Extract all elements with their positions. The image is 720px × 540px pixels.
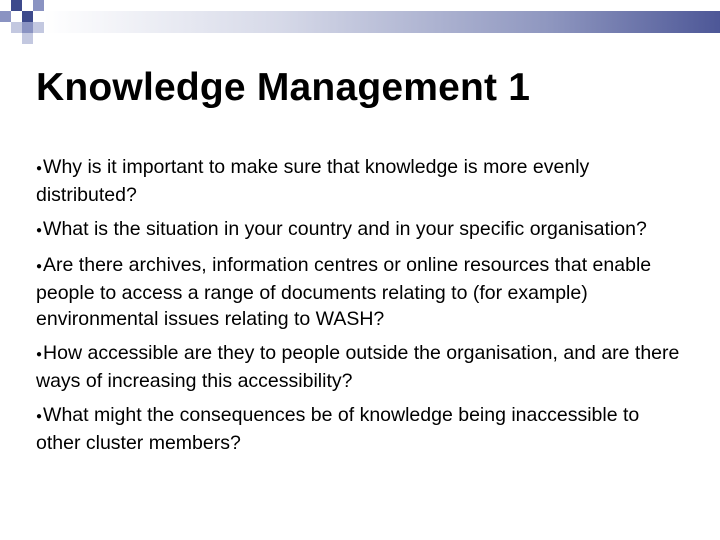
slide-title: Knowledge Management 1 [36, 66, 531, 109]
bullet-icon: ● [36, 163, 43, 174]
decor-square [33, 22, 44, 33]
decor-square [22, 11, 33, 22]
header-gradient-bar [44, 11, 720, 33]
bullet-text: What is the situation in your country and in your specific organisation? [43, 218, 647, 240]
bullet-icon: ● [36, 411, 43, 422]
list-item [36, 340, 686, 394]
decor-square [33, 0, 44, 11]
bullet-text: What might the consequences be of knowledge being inaccessible to other cluster members? [36, 404, 640, 454]
list-item [36, 216, 686, 244]
bullet-text: Why is it important to make sure that knowledge is more evenly distributed? [36, 156, 590, 206]
decor-square [11, 0, 22, 11]
bullet-text: How accessible are they to people outside the organisation, and are there ways of increasing this accessibility? [36, 342, 680, 392]
decor-square [22, 33, 33, 44]
list-item [36, 402, 686, 456]
bullet-icon: ● [36, 261, 43, 272]
decor-square [11, 22, 22, 33]
bullet-text: Are there archives, information centres or online resources that enable people to access a range of documents relating to (for example) environmental issues relating to WASH? [36, 254, 652, 330]
bullet-icon: ● [36, 225, 43, 236]
decor-square [22, 22, 33, 33]
decor-square [0, 11, 11, 22]
list-item [36, 252, 686, 332]
bullet-list [36, 154, 686, 464]
bullet-icon: ● [36, 349, 43, 360]
list-item [36, 154, 686, 208]
